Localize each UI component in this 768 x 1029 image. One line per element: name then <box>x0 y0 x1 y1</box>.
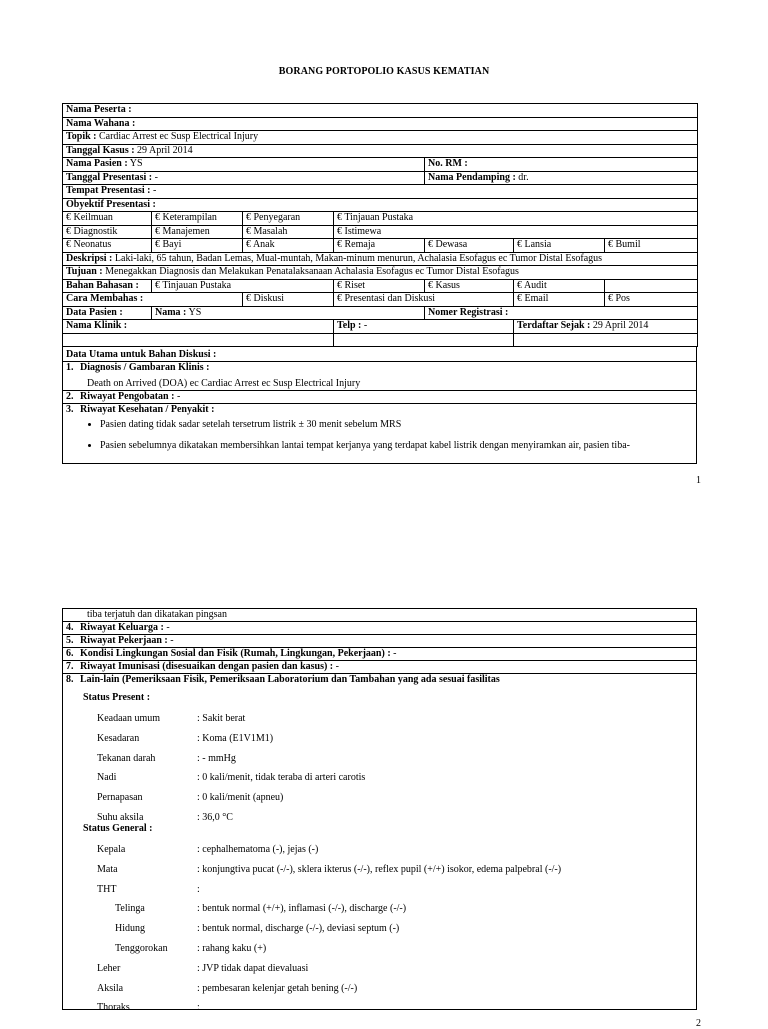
option-istimewa[interactable]: € Istimewa <box>334 225 698 239</box>
data-pasien-label: Data Pasien : <box>63 306 152 320</box>
option-bayi[interactable]: € Bayi <box>152 239 243 253</box>
option-bahan-tinjauan-pustaka[interactable]: € Tinjauan Pustaka <box>152 279 334 293</box>
tanggal-presentasi-cell: Tanggal Presentasi : - <box>63 171 425 185</box>
riwayat-pengobatan-row: 2. Riwayat Pengobatan : - <box>63 391 696 404</box>
topik-row: Topik : Cardiac Arrest ec Susp Electrical Injury <box>63 131 698 145</box>
empty-cell <box>605 279 698 293</box>
exam-value: : JVP tidak dapat dievaluasi <box>197 962 309 974</box>
option-masalah[interactable]: € Masalah <box>243 225 334 239</box>
exam-label: Aksila <box>97 982 124 994</box>
terdaftar-sejak-cell: Terdaftar Sejak : 29 April 2014 <box>514 320 698 334</box>
exam-value: : bentuk normal (+/+), inflamasi (-/-), discharge (-/-) <box>197 903 407 915</box>
option-manajemen[interactable]: € Manajemen <box>152 225 243 239</box>
continuation-row: tiba terjatuh dan dikatakan pingsan <box>63 609 696 622</box>
exam-label: Kesadaran <box>97 732 140 744</box>
list-item: • Pasien dating tidak sadar setelah tersetrum listrik ± 30 menit sebelum MRS <box>100 419 693 431</box>
exam-label: Leher <box>97 962 121 974</box>
option-keilmuan[interactable]: € Keilmuan <box>63 212 152 226</box>
status-general-heading: Status General : <box>83 823 153 834</box>
bahan-bahasan-label: Bahan Bahasan : <box>63 279 152 293</box>
exam-value: : Koma (E1V1M1) <box>197 732 274 744</box>
nama-pendamping-cell: Nama Pendamping : dr. <box>425 171 698 185</box>
exam-label: Tenggorokan <box>115 943 168 954</box>
empty-cell <box>63 333 334 347</box>
exam-label: Nadi <box>97 772 117 784</box>
exam-value: : rahang kaku (+) <box>197 943 267 954</box>
obyektif-presentasi-row: Obyektif Presentasi : <box>63 198 698 212</box>
cara-membahas-label: Cara Membahas : <box>63 293 243 307</box>
tempat-presentasi-row: Tempat Presentasi : - <box>63 185 698 199</box>
exam-value: : konjungtiva pucat (-/-), sklera ikterus (-/-), reflex pupil (+/+) isokor, edema palpebral (-/-) <box>197 863 562 875</box>
option-bahan-audit[interactable]: € Audit <box>514 279 605 293</box>
exam-value: : pembesaran kelenjar getah bening (-/-) <box>197 982 358 994</box>
page-number: 2 <box>696 1018 701 1029</box>
exam-value: : bentuk normal, discharge (-/-), deviasi septum (-) <box>197 923 400 935</box>
exam-value: : Sakit berat <box>197 713 246 724</box>
option-cara-presentasi-diskusi[interactable]: € Presentasi dan Diskusi <box>334 293 514 307</box>
riwayat-kesehatan-block: 3. Riwayat Kesehatan / Penyakit : • Pasien dating tidak sadar setelah tersetrum listrik ± 30 menit sebelum MRS • Pasien sebelumnya dikatakan membersihkan lantai tempat kerjanya yang terdapat kabel listrik dengan menyiramkan air, pasien tiba- <box>63 404 696 462</box>
option-tinjauan-pustaka[interactable]: € Tinjauan Pustaka <box>334 212 698 226</box>
option-cara-diskusi[interactable]: € Diskusi <box>243 293 334 307</box>
status-present-heading: Status Present : <box>83 692 151 703</box>
data-utama-heading: Data Utama untuk Bahan Diskusi : <box>63 347 696 362</box>
option-cara-pos[interactable]: € Pos <box>605 293 698 307</box>
option-diagnostik[interactable]: € Diagnostik <box>63 225 152 239</box>
exam-label: Pernapasan <box>97 792 143 804</box>
option-bahan-kasus[interactable]: € Kasus <box>425 279 514 293</box>
exam-label: Mata <box>97 863 118 875</box>
exam-label: THT <box>97 883 117 895</box>
option-remaja[interactable]: € Remaja <box>334 239 425 253</box>
telp-cell: Telp : - <box>334 320 514 334</box>
option-neonatus[interactable]: € Neonatus <box>63 239 152 253</box>
nomer-registrasi-cell: Nomer Registrasi : <box>425 306 698 320</box>
exam-value: : cephalhematoma (-), jejas (-) <box>197 844 319 855</box>
exam-label: Thoraks <box>97 1002 130 1014</box>
lain-lain-block: 8. Lain-lain (Pemeriksaan Fisik, Pemeriksaan Laboratorium dan Tambahan yang ada sesuai fasilitas Status Present : Keadaan umum : Sakit berat Kesadaran : Koma (E1V1M1) Tekanan darah : - mmHg Nadi : 0 kali/menit, tidak teraba di arteri carotis Pernapasan : 0 kali/menit (apneu) Suhu aksila : 36,0 °C Status General : Kepala : cephalhematoma (-), jejas (-) Mata : konjungtiva pucat (-/-), sklera ikterus (-/-), reflex pupil (+/+) isokor, edema palpebral (-/-) THT : Telinga : bentuk normal (+/+), inflamasi (-/-), discharge (-/-) Hidung : bentuk normal, discharge (-/-), deviasi septum (-) Tenggorokan : rahang kaku (+) Leher : JVP tidak dapat dievaluasi Aksila : pembesaran kelenjar getah bening (-/-) Thoraks : <box>66 674 562 1014</box>
exam-value: : 36,0 °C <box>197 812 233 823</box>
diagnosis-text: Death on Arrived (DOA) ec Cardiac Arrest ec Susp Electrical Injury <box>87 378 361 389</box>
exam-label: Kepala <box>97 844 126 855</box>
exam-label: Telinga <box>115 903 145 915</box>
exam-label: Keadaan umum <box>97 713 161 724</box>
tanggal-kasus-row: Tanggal Kasus : 29 April 2014 <box>63 144 698 158</box>
option-bumil[interactable]: € Bumil <box>605 239 698 253</box>
empty-cell <box>514 333 698 347</box>
riwayat-imunisasi-row: 7. Riwayat Imunisasi (disesuaikan dengan pasien dan kasus) : - <box>63 661 696 674</box>
diagnosis-block: 1. Diagnosis / Gambaran Klinis : Death on Arrived (DOA) ec Cardiac Arrest ec Susp Electrical Injury <box>63 362 696 391</box>
document-title: BORANG PORTOPOLIO KASUS KEMATIAN <box>278 66 490 77</box>
exam-value: : <box>197 1002 200 1014</box>
riwayat-keluarga-row: 4. Riwayat Keluarga : - <box>63 622 696 635</box>
empty-cell <box>334 333 514 347</box>
option-dewasa[interactable]: € Dewasa <box>425 239 514 253</box>
nama-pasien-cell: Nama Pasien : YS <box>63 158 425 172</box>
deskripsi-row: Deskripsi : Laki-laki, 65 tahun, Badan Lemas, Mual-muntah, Makan-minum menurun, Achalasia Esofagus ec Tumor Distal Esofagus <box>63 252 698 266</box>
nama-peserta-row: Nama Peserta : <box>63 104 698 118</box>
exam-label: Suhu aksila <box>97 812 144 823</box>
option-bahan-riset[interactable]: € Riset <box>334 279 425 293</box>
nama-klinik-cell: Nama Klinik : <box>63 320 334 334</box>
nama-cell: Nama : YS <box>152 306 425 320</box>
option-anak[interactable]: € Anak <box>243 239 334 253</box>
exam-label: Tekanan darah <box>97 752 156 764</box>
no-rm-cell: No. RM : <box>425 158 698 172</box>
nama-wahana-row: Nama Wahana : <box>63 117 698 131</box>
option-cara-email[interactable]: € Email <box>514 293 605 307</box>
exam-value: : - mmHg <box>197 752 236 764</box>
list-item: • Pasien sebelumnya dikatakan membersihkan lantai tempat kerjanya yang terdapat kabel listrik dengan menyiramkan air, pasien tiba- <box>100 440 693 452</box>
option-keterampilan[interactable]: € Keterampilan <box>152 212 243 226</box>
riwayat-pekerjaan-row: 5. Riwayat Pekerjaan : - <box>63 635 696 648</box>
page-number: 1 <box>696 475 701 486</box>
exam-value: : 0 kali/menit (apneu) <box>197 792 284 804</box>
portfolio-form-table <box>62 103 698 347</box>
exam-value: : <box>197 883 200 895</box>
page2-section <box>62 608 697 1014</box>
tujuan-row: Tujuan : Menegakkan Diagnosis dan Melakukan Penatalaksanaan Achalasia Esofagus ec Tumor Distal Esofagus <box>63 266 698 280</box>
option-lansia[interactable]: € Lansia <box>514 239 605 253</box>
exam-value: : 0 kali/menit, tidak teraba di arteri carotis <box>197 772 366 784</box>
exam-label: Hidung <box>115 923 145 935</box>
kondisi-lingkungan-row: 6. Kondisi Lingkungan Sosial dan Fisik (Rumah, Lingkungan, Pekerjaan) : - <box>63 648 696 661</box>
option-penyegaran[interactable]: € Penyegaran <box>243 212 334 226</box>
data-utama-section <box>62 346 697 464</box>
